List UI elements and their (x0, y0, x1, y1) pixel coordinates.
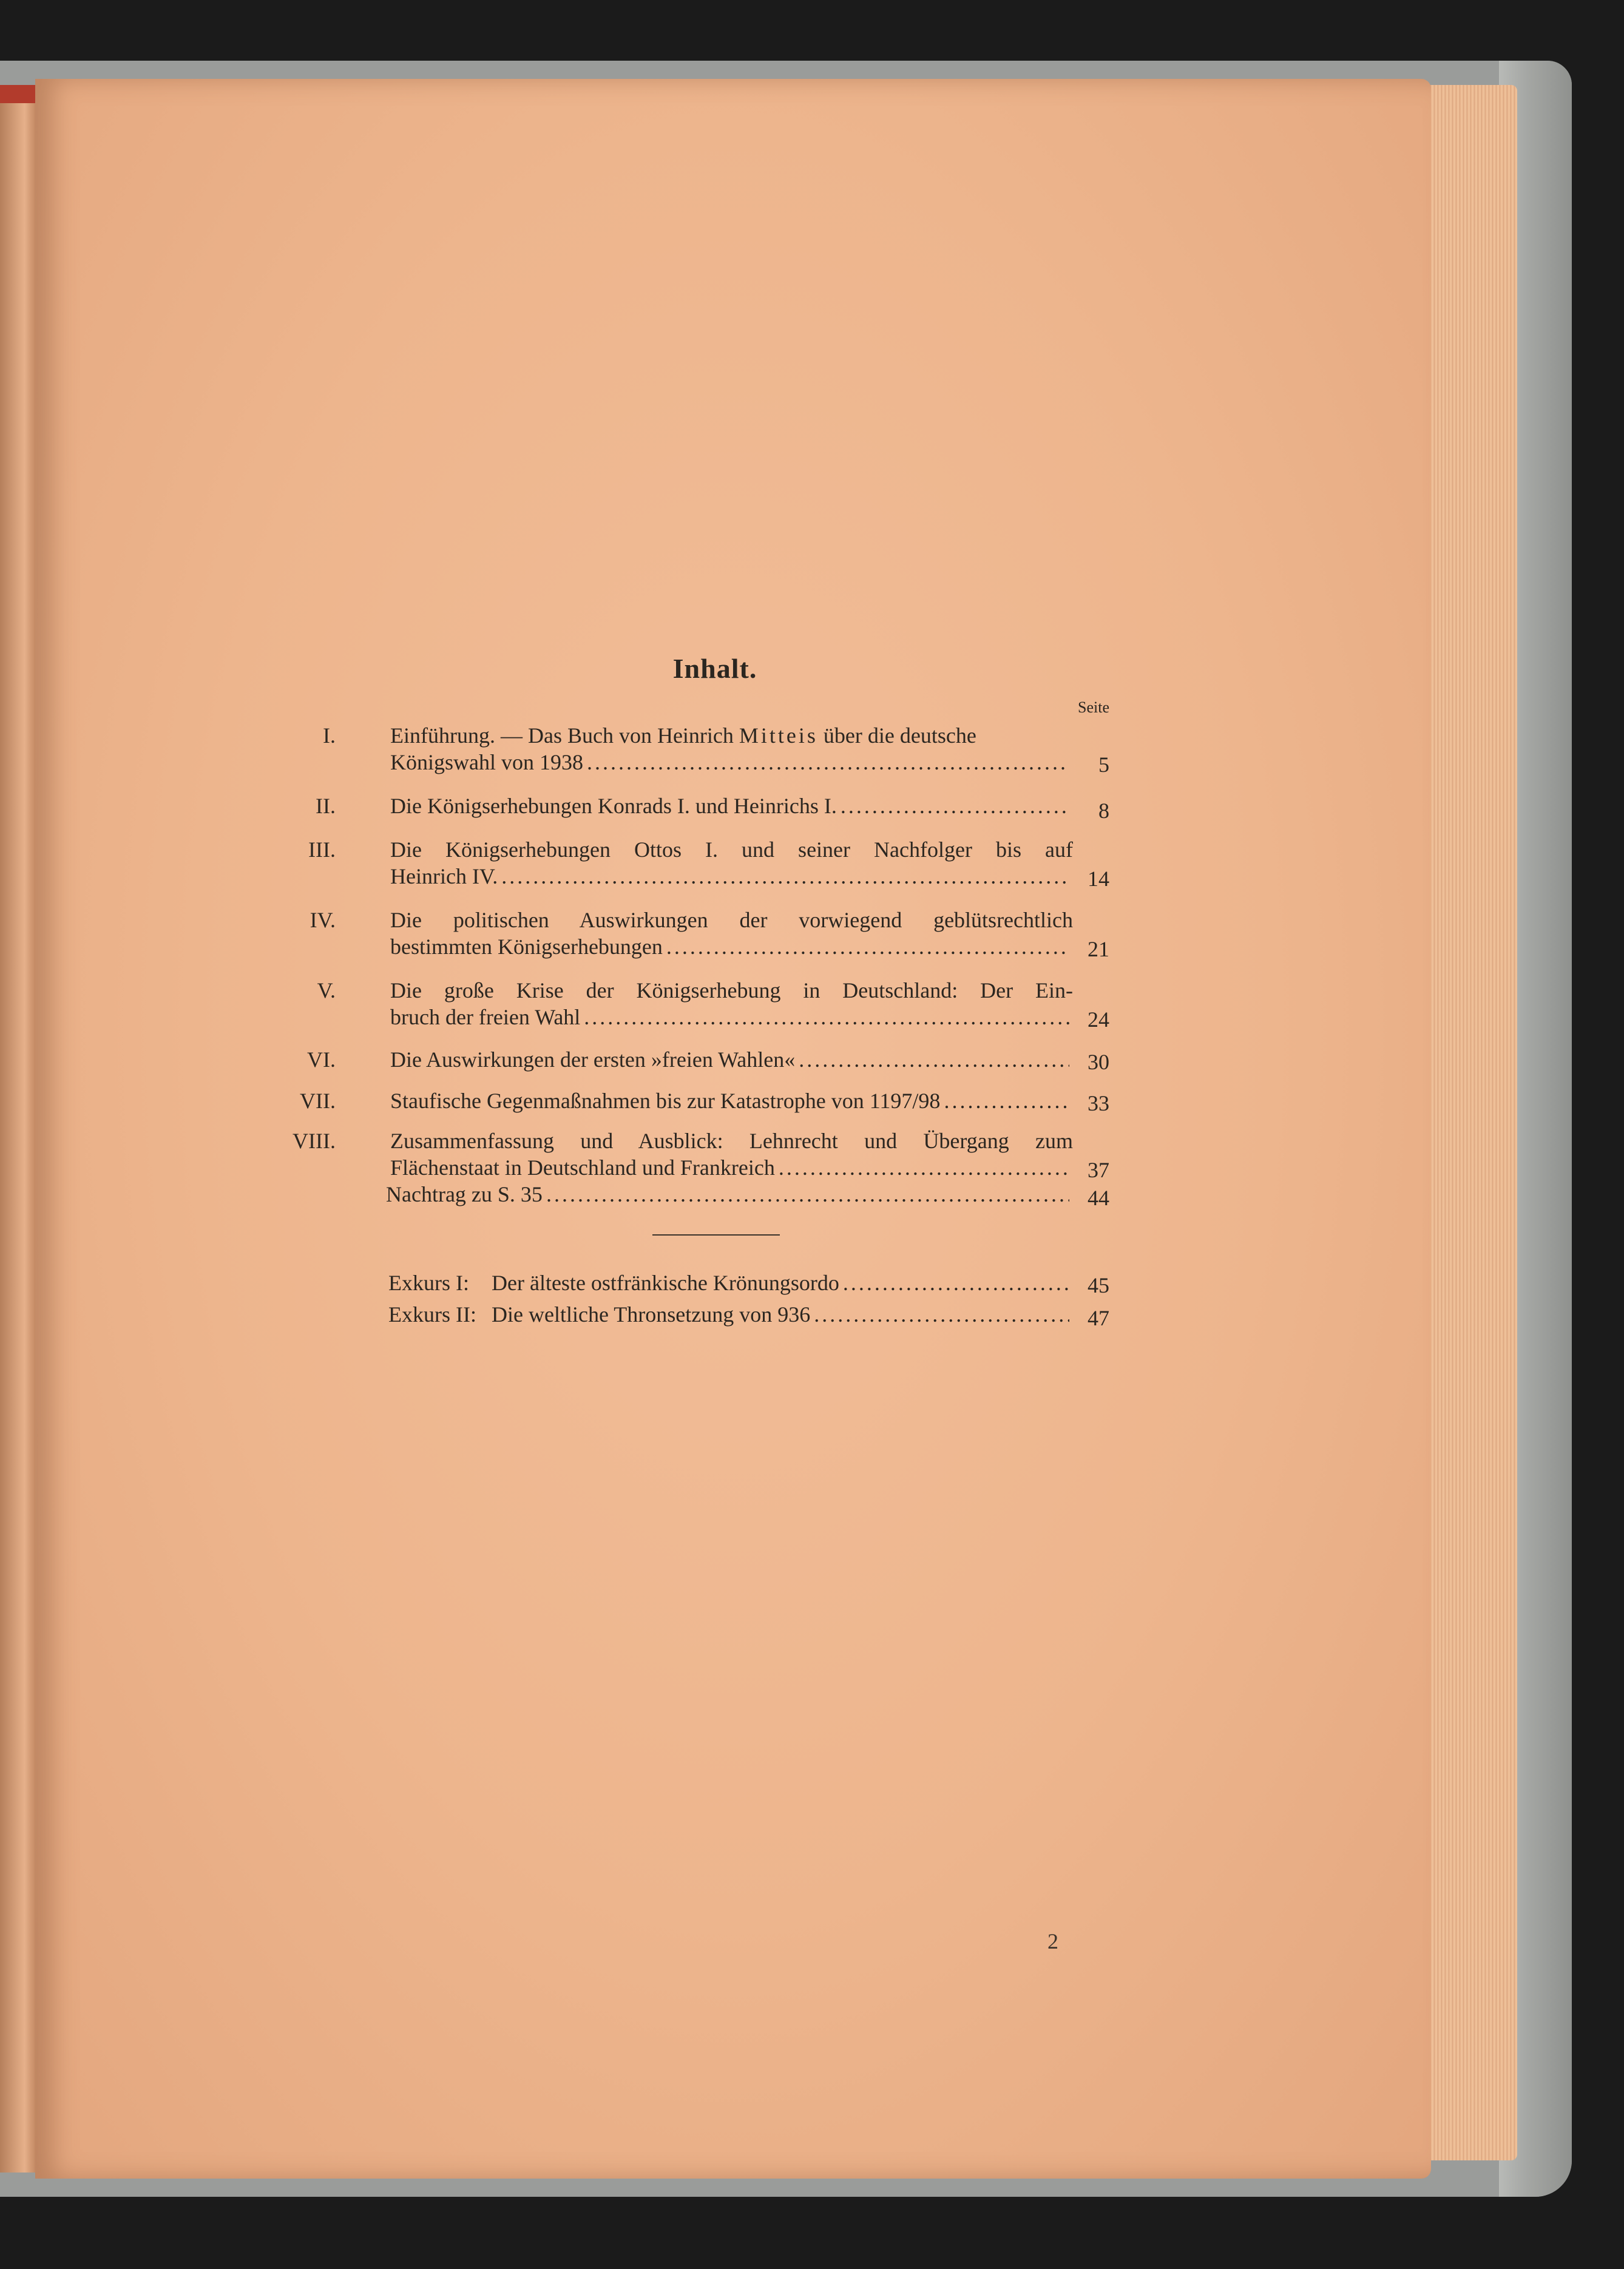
leader-dots (546, 1181, 1069, 1208)
entry-page: 37 (1088, 1158, 1109, 1182)
leader-dots (587, 749, 1069, 776)
entry-number: IV. (310, 908, 336, 932)
entry-title: Die Königserhebungen Konrads I. und Heinrichs I. (390, 794, 837, 818)
entry-page: 44 (1088, 1186, 1109, 1210)
entry-number: I. (323, 723, 336, 748)
entry-number: V. (317, 978, 336, 1003)
binding-headband (0, 85, 35, 103)
entry-title: Die Auswirkungen der ersten »freien Wahlen« (390, 1047, 796, 1072)
entry-page: 33 (1088, 1091, 1109, 1115)
leader-dots (779, 1154, 1069, 1181)
entry-number: VII. (300, 1089, 336, 1113)
leader-dots (666, 933, 1069, 960)
leader-dots (814, 1301, 1069, 1328)
page-title: Inhalt. (672, 653, 757, 684)
entry-page: 24 (1088, 1007, 1109, 1032)
page-stack-edge (1420, 85, 1517, 2160)
leader-dots (584, 1004, 1069, 1030)
entry-title-cont: Königswahl von 1938 (390, 750, 583, 774)
entry-page: 47 (1088, 1306, 1109, 1330)
section-divider (652, 1234, 780, 1236)
entry-title-cont: bruch der freien Wahl (390, 1005, 581, 1029)
entry-page: 21 (1088, 937, 1109, 961)
entry-number: VIII. (293, 1129, 336, 1153)
leader-dots (501, 863, 1069, 890)
entry-page: 45 (1088, 1273, 1109, 1297)
entry-page: 14 (1088, 867, 1109, 891)
leader-dots (843, 1270, 1069, 1296)
entry-title: Die Königserhebungen Ottos I. und seiner Nachfolger bis auf (390, 837, 1073, 862)
entry-title: Einführung. — Das Buch von Heinrich Mitteis über die deutsche (390, 723, 976, 748)
entry-title: Staufische Gegenmaßnahmen bis zur Katastrophe von 1197/98 (390, 1089, 941, 1113)
author-name: Mitteis (739, 723, 818, 748)
entry-number: II. (316, 794, 336, 818)
book-page (35, 79, 1431, 2179)
entry-title: Zusammenfassung und Ausblick: Lehnrecht und Übergang zum (390, 1129, 1073, 1153)
entry-number: III. (308, 837, 336, 862)
entry-title-cont: Heinrich IV. (390, 864, 498, 888)
page-column-label: Seite (1078, 698, 1109, 716)
entry-title-cont: Flächenstaat in Deutschland und Frankreich (390, 1155, 775, 1180)
leader-dots (799, 1046, 1069, 1073)
entry-title-cont: bestimmten Königserhebungen (390, 935, 663, 959)
excursus-title: Der älteste ostfränkische Krönungsordo (492, 1271, 839, 1295)
leader-dots (841, 793, 1069, 819)
entry-title: Nachtrag zu S. 35 (386, 1182, 543, 1206)
page-number: 2 (1047, 1929, 1058, 1953)
excursus-label: Exkurs II: (388, 1302, 476, 1327)
entry-number: VI. (307, 1047, 336, 1072)
left-page-edge (0, 85, 35, 2173)
excursus-label: Exkurs I: (388, 1271, 469, 1295)
entry-title: Die große Krise der Königserhebung in Deutschland: Der Ein- (390, 978, 1073, 1003)
leader-dots (944, 1087, 1069, 1114)
entry-title: Die politischen Auswirkungen der vorwiegend geblütsrechtlich (390, 908, 1073, 932)
entry-page: 8 (1098, 799, 1109, 823)
entry-page: 30 (1088, 1050, 1109, 1074)
excursus-title: Die weltliche Thronsetzung von 936 (492, 1302, 811, 1327)
entry-page: 5 (1098, 752, 1109, 777)
